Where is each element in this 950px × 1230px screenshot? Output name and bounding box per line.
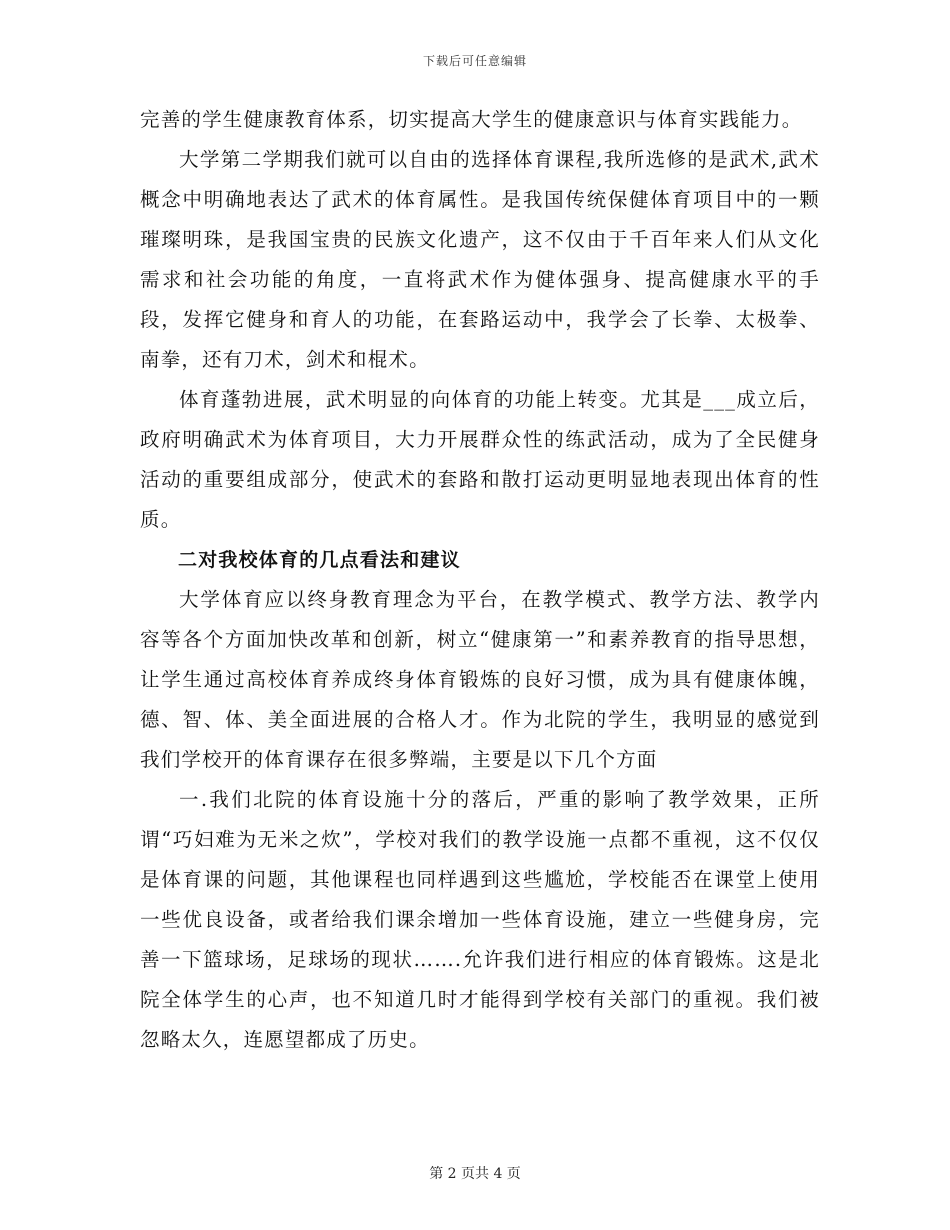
paragraph: 一.我们北院的体育设施十分的落后，严重的影响了教学效果，正所谓“巧妇难为无米之炊”，学校对我们的教学设施一点都不重视，这不仅仅是体育课的问题，其他课程也同样遇到这些尴尬，学校能否在课堂上使用一些优良设备，或者给我们课余增加一些体育设施，建立一些健身房，完善一下篮球场，足球场的现状…….允许我们进行相应的体育锻炼。这是北院全体学生的心声，也不知道几时才能得到学校有关部门的重视。我们被忽略太久，连愿望都成了历史。: [140, 788, 820, 1051]
page-header: 下载后可任意编辑: [422, 54, 527, 68]
paragraph: 完善的学生健康教育体系，切实提高大学生的健康意识与体育实践能力。: [140, 108, 803, 131]
page-footer: 第 2 页共 4 页: [429, 1166, 521, 1182]
paragraph: 大学第二学期我们就可以自由的选择体育课程,我所选修的是武术,武术概念中明确地表达了武术的体育属性。是我国传统保健体育项目中的一颗璀璨明珠，是我国宝贵的民族文化遗产，这不仅由于千百年来人们从文化需求和社会功能的角度，一直将武术作为健体强身、提高健康水平的手段，发挥它健身和育人的功能，在套路运动中，我学会了长拳、太极拳、南拳，还有刀术，剑术和棍术。: [140, 148, 820, 371]
section-heading: 二对我校体育的几点看法和建议: [178, 549, 461, 571]
paragraph: 大学体育应以终身教育理念为平台，在教学模式、教学方法、教学内容等各个方面加快改革和创新，树立“健康第一”和素养教育的指导思想，让学生通过高校体育养成终身体育锻炼的良好习惯，成为具有健康体魄，德、智、体、美全面进展的合格人才。作为北院的学生，我明显的感觉到我们学校开的体育课存在很多弊端，主要是以下几个方面: [140, 588, 820, 771]
paragraph: 体育蓬勃进展，武术明显的向体育的功能上转变。尤其是___成立后，政府明确武术为体育项目，大力开展群众性的练武活动，成为了全民健身活动的重要组成部分，使武术的套路和散打运动更明显地表现出体育的性质。: [140, 388, 820, 531]
document-body: [140, 100, 820, 1060]
